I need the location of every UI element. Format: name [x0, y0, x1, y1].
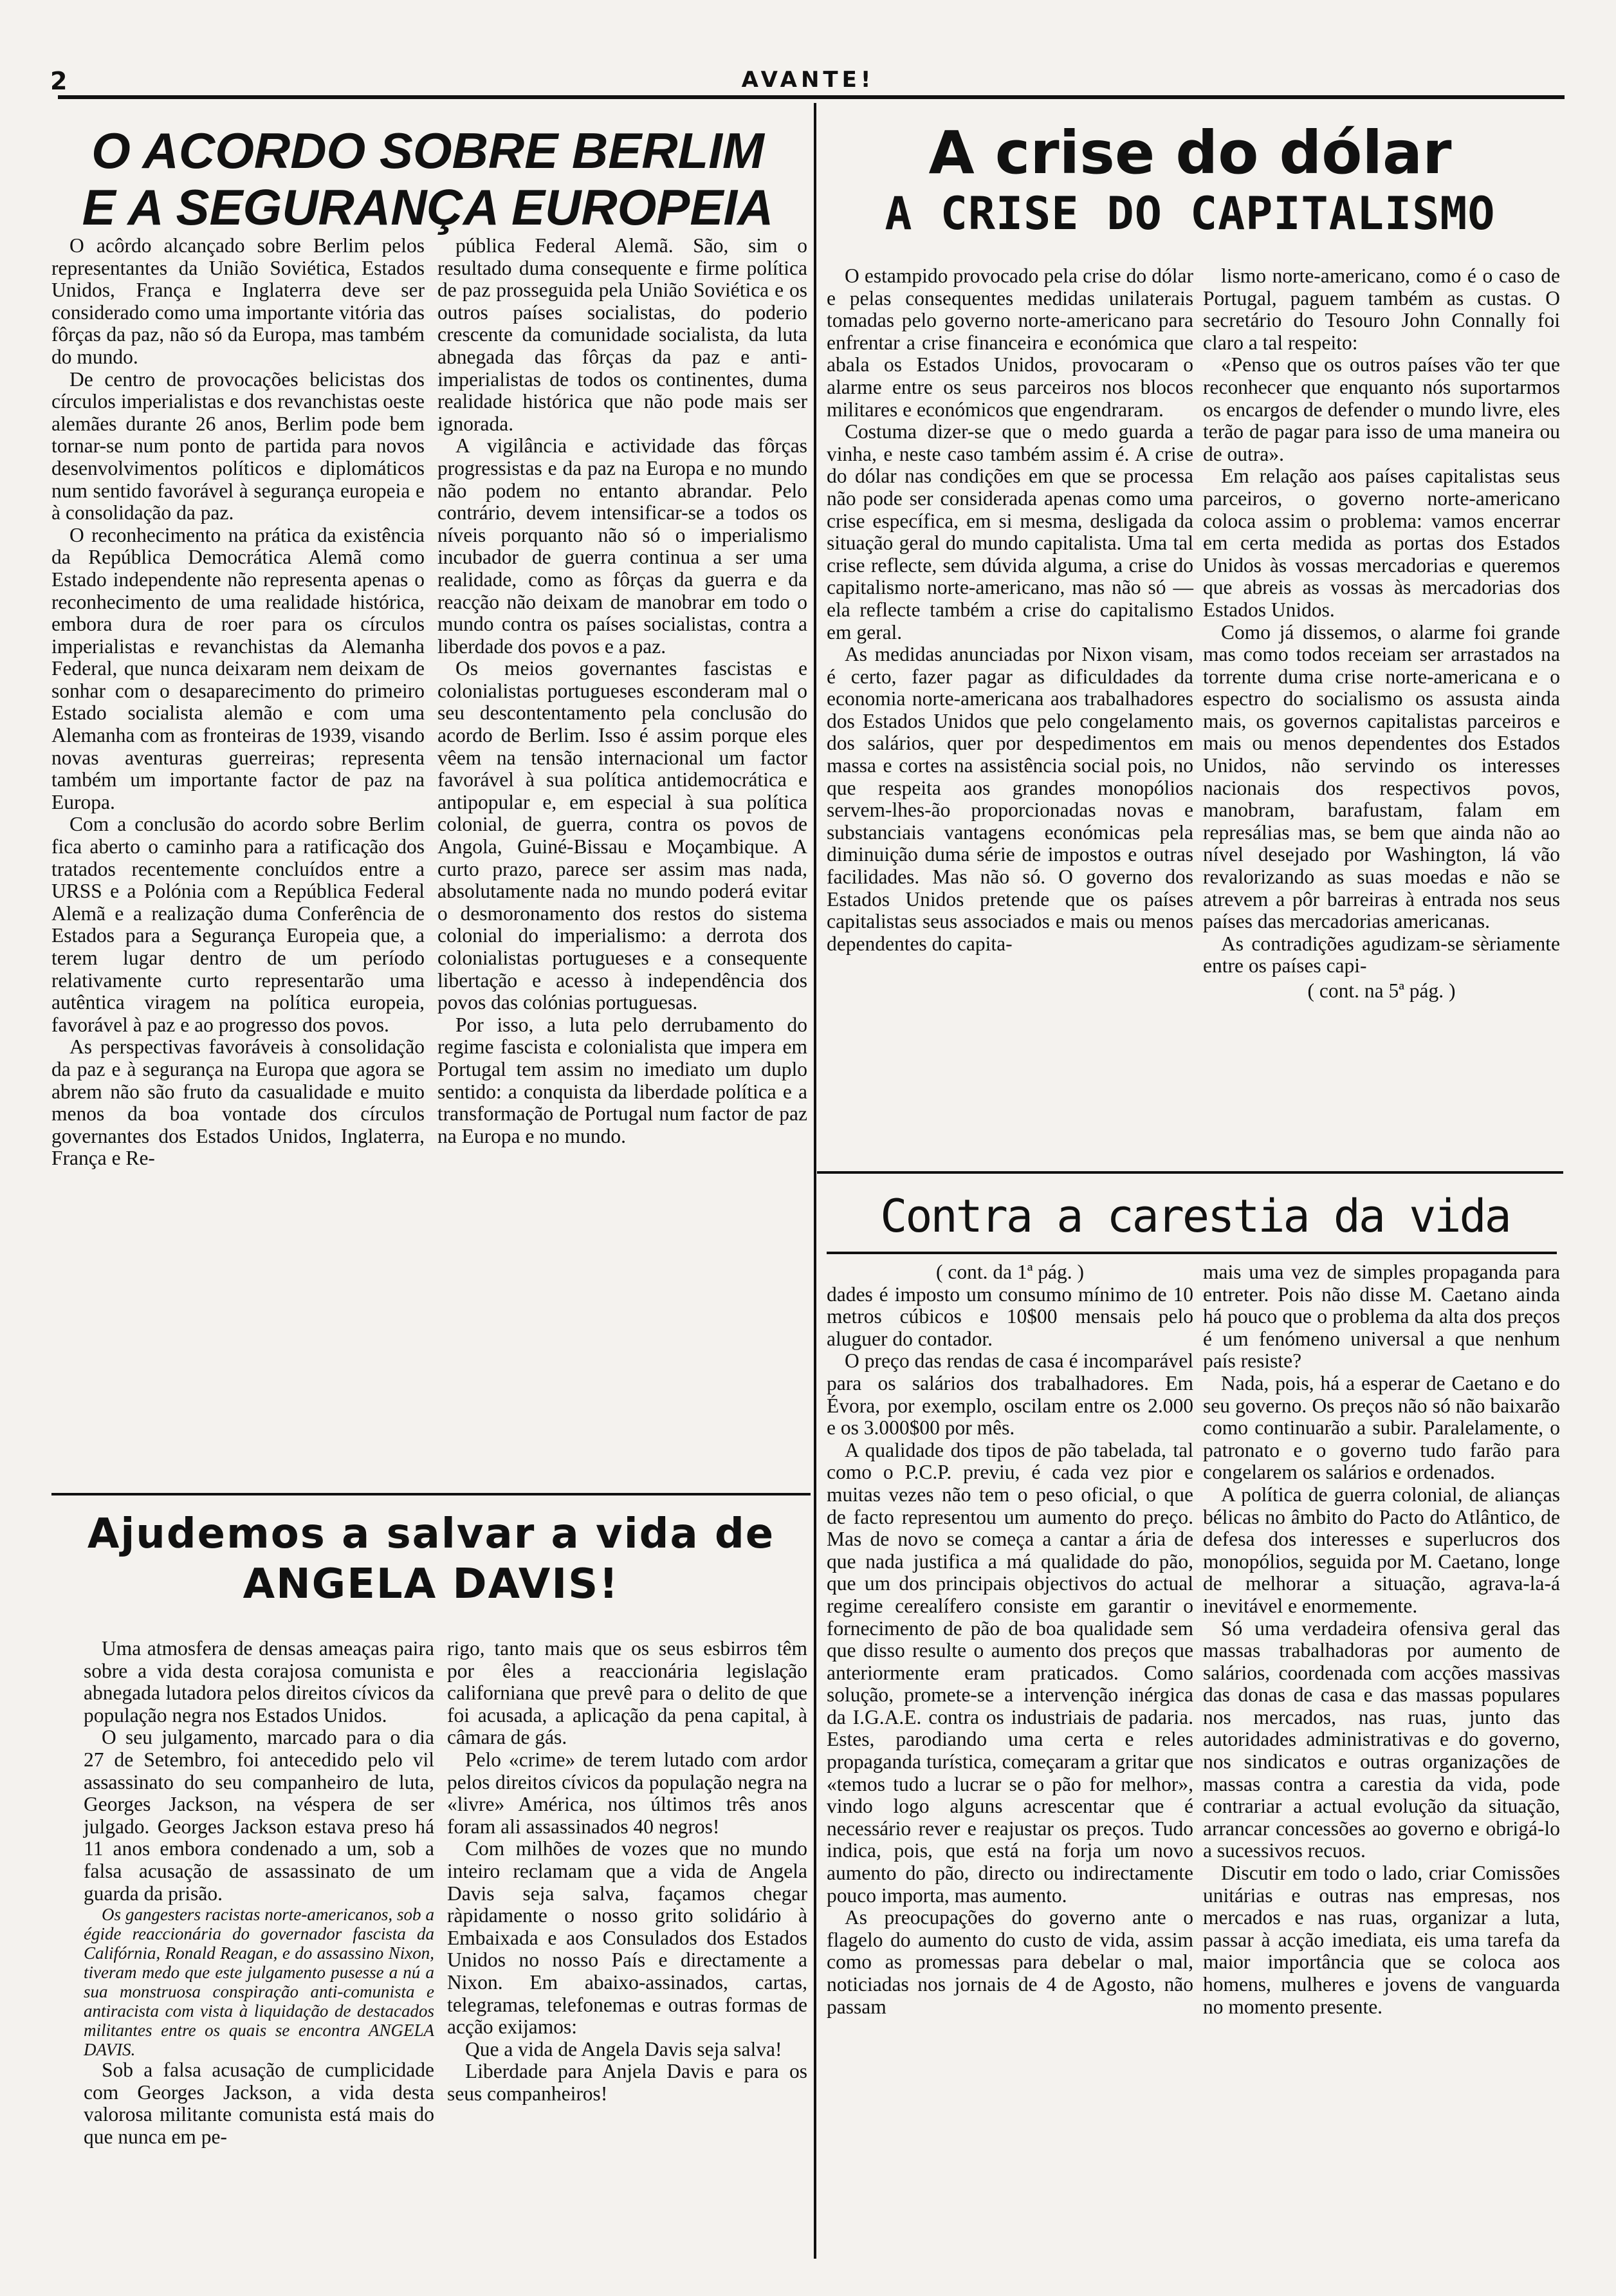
paragraph: Só uma verdadeira ofensiva geral das massas trabalhadoras por aumento de salários, coordenada com acções massivas das donas de casa e das massas populares nos mercados, nas ruas, junto das autoridades administrativas e do governo, nos sindicatos e outras organizações de massas contra a carestia da vida, pode contrariar a actual evolução da situação, arrancar concessões ao governo e obrigá-lo a sucessivos recuos. [1203, 1616, 1560, 1862]
paragraph: O estampido provocado pela crise do dólar e pelas consequentes medidas unilaterais tomadas pelo governo norte-americano para enfrentar a crise financeira e económica que abala os Estados Unidos, provocaram o alarme entre os seus parceiros nos blocos militares e económicos que engendraram. [827, 264, 1193, 421]
paragraph: Por isso, a luta pelo derrubamento do regime fascista e colonialista que impera em Portugal tem assim no imediato um duplo sentido: a conquista da liberdade política e a transformação de Portugal num factor de paz na Europa e no mundo. [437, 1013, 807, 1147]
angela-headline [51, 1509, 811, 1609]
paragraph: O acôrdo alcançado sobre Berlim pelos representantes da União Soviética, Estados Unidos, França e Inglaterra deve ser considerado como uma importante vitória das fôrças da paz, não só da Europa, mas também do mundo. [51, 234, 425, 368]
page-number: 2 [50, 67, 68, 95]
berlim-headline [45, 122, 811, 236]
column-divider-bottom [814, 1596, 816, 2259]
paragraph: As perspectivas favoráveis à consolidação da paz e à segurança na Europa que agora se abrem não são fruto da casualidade e muito menos da boa vontade dos círculos governantes dos Estados Unidos, Inglaterra, França e Re- [51, 1035, 425, 1170]
carestia-headline: Contra a carestia da vida [880, 1190, 1510, 1243]
masthead-title: AVANTE! [741, 67, 875, 93]
paragraph: Nada, pois, há a esperar de Caetano e do seu governo. Os preços não só não baixarão como continuarão a subir. Paralelamente, o patronato e o governo tudo farão para congelarem os salários e ordenados. [1203, 1371, 1560, 1484]
angela-top-rule [51, 1493, 811, 1495]
dolar-headline-line1: A crise do dólar [928, 118, 1452, 187]
angela-column-2 [447, 1638, 807, 2105]
carestia-title-rule [827, 1252, 1557, 1254]
berlim-column-2 [437, 235, 807, 1147]
dolar-headline-line2: A CRISE DO CAPITALISMO [885, 187, 1496, 240]
paragraph: Os meios governantes fascistas e colonialistas portugueses esconderam mal o seu descontentamento pela conclusão do acordo de Berlim. Isso é assim porque eles vêem na tensão internacional um factor favorável à sua política antidemocrática e antipopular e, em especial à sua política colonial, de guerra, contra os povos de Angola, Guiné-Bissau e Moçambique. A curto prazo, parece ser assim mas nada, absolutamente nada no mundo poderá evitar o desmoronamento dos restos do sistema colonial do imperialismo: a derrota dos colonialistas portugueses e a consequente libertação e acesso à independência dos povos das colónias portuguesas. [437, 657, 807, 1014]
paragraph: Discutir em todo o lado, criar Comissões unitárias e outras nas empresas, nos mercados e nas ruas, organizar a luta, passar à acção imediata, eis uma tarefa da maior importância que se coloca aos homens, mulheres e jovens de vanguarda no momento presente. [1203, 1862, 1560, 2018]
paragraph: De centro de provocações belicistas dos círculos imperialistas e dos revanchistas oeste alemães durante 26 anos, Berlim pode bem tornar-se num ponto de partida para novos desenvolvimentos políticos e diplomáticos num sentido favorável à segurança europeia e à consolidação da paz. [51, 367, 425, 524]
paragraph: A política de guerra colonial, de alianças bélicas no âmbito do Pacto do Atlântico, de defesa dos interesses e superlucros dos monopólios, seguida por M. Caetano, longe de melhorar a situação, agrava-la-á inevitável e enormemente. [1203, 1483, 1560, 1617]
angela-title-line2: ANGELA DAVIS! [243, 1560, 620, 1608]
paragraph: O preço das rendas de casa é incomparável para os salários dos trabalhadores. Em Évora, por exemplo, oscilam entre os 2.000 e os 3.000$00 por mês. [827, 1349, 1193, 1440]
paragraph: mais uma vez de simples propaganda para entreter. Pois não disse M. Caetano ainda há pouco que o problema da alta dos preços é um fenómeno universal a que nenhum país resiste? [1203, 1261, 1560, 1373]
paragraph: As contradições agudizam-se sèriamente entre os países capi- [1203, 932, 1560, 977]
berlim-column-1 [51, 235, 425, 1170]
dolar-continuation-note: ( cont. na 5ª pág. ) [1307, 979, 1456, 1002]
paragraph: Liberdade para Anjela Davis e para os seus companheiros! [447, 2060, 807, 2105]
paragraph: Em relação aos países capitalistas seus parceiros, o governo norte-americano coloca assim o problema: vamos encerrar em certa medida as portas dos Estados Unidos às vossas mercadorias e queremos que abreis as vossas às mercadorias dos Estados Unidos. [1203, 465, 1560, 621]
paragraph: O seu julgamento, marcado para o dia 27 de Setembro, foi antecedido pelo vil assassinato do seu companheiro de luta, Georges Jackson, na véspera de ser julgado. Georges Jackson estava preso há 11 anos embora condenado a um, sob a falsa acusação de assassinato de um guarda da prisão. [84, 1726, 434, 1905]
paragraph: Que a vida de Angela Davis seja salva! [465, 2037, 782, 2060]
carestia-continuation-note: ( cont. da 1ª pág. ) [936, 1261, 1084, 1283]
paragraph: lismo norte-americano, como é o caso de Portugal, paguem também as custas. O secretário do Tesouro John Connally foi claro a tal respeito: [1203, 264, 1560, 354]
dolar-column-2 [1203, 265, 1560, 1003]
column-divider-top [814, 103, 816, 1596]
paragraph: Com a conclusão do acordo sobre Berlim fica aberto o caminho para a ratificação dos tratados recentemente concluídos entre a URSS e a Polónia com a República Federal Alemã e a realização duma Conferência de Estados para a Segurança Europeia que, a terem lugar dentro de um período relativamente curto representarão uma autêntica viragem na política europeia, favorável à paz e ao progresso dos povos. [51, 813, 425, 1036]
berlim-title-line1: O ACORDO SOBRE BERLIM [91, 122, 764, 179]
masthead-rule [58, 95, 1565, 99]
dolar-column-1 [827, 265, 1193, 955]
paragraph: A qualidade dos tipos de pão tabelada, tal como o P.C.P. previu, é cada vez pior e muitas vezes não tem o peso oficial, o que de facto representou um aumento do preço. Mas de novo se começa a cantar a ária de que nada justifica a má qualidade do pão, que um dos principais objectivos do actual regime cerealífero consiste em garantir o fornecimento de pão de boa qualidade sem que disso resulte o aumento dos preços que anteriormente eram praticados. Como solução, promete-se a intervenção inérgica da I.G.A.E. contra os industriais de padaria. Estes, parodiando uma certa e reles propaganda turística, começaram a gritar que «temos tudo a lucrar se o pão for melhor», vindo logo alguns acrescentar que é necessário rever e reajustar os preços. Tudo indica, pois, que está na forja um novo aumento do pão, directo ou indirectamente pouco importa, mas aumento. [827, 1438, 1193, 1907]
italic-paragraph: Os gangesters racistas norte-americanos, sob a égide reaccionária do governador fascista da Califórnia, Ronald Reagan, e do assassino Nixon, tiveram medo que este julgamento pusesse a nú a sua monstruosa conspiração anti-comunista e antiracista com vista à liquidação de destacados militantes entre os quais se encontra ANGELA DAVIS. [84, 1905, 434, 2060]
paragraph: A vigilância e actividade das fôrças progressistas e da paz na Europa e no mundo não podem no entanto abrandar. Pelo contrário, devem intensificar-se a todos os níveis porquanto não só o imperialismo incubador de guerra continua a ser uma realidade, como as fôrças da guerra e da reacção não deixam de manobrar em todo o mundo contra os países socialistas, contra a liberdade dos povos e a paz. [437, 434, 807, 658]
paragraph: Costuma dizer-se que o medo guarda a vinha, e neste caso também assim é. A crise do dólar nas condições em que se processa não pode ser considerada apenas como uma crise específica, em si mesma, desligada da situação geral do mundo capitalista. Uma tal crise reflecte, sem dúvida alguma, a crise do capitalismo norte-americano, mas não só — ela reflecte também a crise do capitalismo em geral. [827, 420, 1193, 643]
carestia-column-2 [1203, 1261, 1560, 2018]
paragraph: pública Federal Alemã. São, sim o resultado duma consequente e firme política de paz prosseguida pela União Soviética e os outros países socialistas, do poderio crescente da comunidade socialista, da luta abnegada das fôrças da paz e anti-imperialistas de todos os continentes, duma realidade histórica que não pode mais ser ignorada. [437, 234, 807, 435]
paragraph: Com milhões de vozes que no mundo inteiro reclamam que a vida de Angela Davis seja salva, façamos chegar ràpidamente o nosso grito solidário à Embaixada e aos Consulados dos Estados Unidos no nosso País e directamente a Nixon. Em abaixo-assinados, cartas, telegramas, telefonemas e outras formas de acção exijamos: [447, 1837, 807, 2039]
paragraph: As preocupações do governo ante o flagelo do aumento do custo de vida, assim como as promessas para debelar o mal, noticiadas nos jornais de 4 de Agosto, não passam [827, 1906, 1193, 2018]
angela-title-line1: Ajudemos a salvar a vida de [87, 1510, 775, 1558]
paragraph: dades é imposto um consumo mínimo de 10 metros cúbicos e 10$00 mensais pelo aluguer do contador. [827, 1282, 1193, 1350]
dolar-bottom-rule [817, 1171, 1563, 1174]
carestia-column-1 [827, 1261, 1193, 2018]
angela-column-1 [84, 1638, 434, 2149]
paragraph: Uma atmosfera de densas ameaças paira sobre a vida desta corajosa comunista e abnegada lutadora pelos direitos cívicos da população negra nos Estados Unidos. [84, 1637, 434, 1727]
paragraph: As medidas anunciadas por Nixon visam, é certo, fazer pagar as dificuldades da economia norte-americana aos trabalhadores dos Estados Unidos que pelo congelamento dos salários, quer por despedimentos em massa e cortes na assistência social pois, no que respeita aos grandes monopólios servem-lhes-ão proporcionadas novas e substanciais vantagens económicas pela diminuição duma série de impostos e outras facilidades. Mas não só. O governo dos Estados Unidos pretende que os países capitalistas seus associados e mais ou menos dependentes do capita- [827, 643, 1193, 955]
paragraph: Pelo «crime» de terem lutado com ardor pelos direitos cívicos da população negra na «livre» América, nos últimos três anos foram ali assassinados 40 negros! [447, 1748, 807, 1838]
paragraph: «Penso que os outros países vão ter que reconhecer que enquanto nós suportarmos os encargos de defender o mundo livre, eles terão de pagar para isso de uma maneira ou de outra». [1203, 353, 1560, 465]
paragraph: O reconhecimento na prática da existência da República Democrática Alemã como Estado independente não representa apenas o reconhecimento de uma realidade histórica, embora dura de roer para os círculos imperialistas e revanchistas da Alemanha Federal, que nunca deixaram nem deixam de sonhar com o desaparecimento do primeiro Estado socialista alemão e com uma Alemanha com as fronteiras de 1939, visando novas aventuras guerreiras; representa também um importante factor de paz na Europa. [51, 523, 425, 813]
paragraph: Como já dissemos, o alarme foi grande mas como todos receiam ser arrastados na torrente duma crise norte-americana e o espectro do socialismo os assusta ainda mais, os governos capitalistas parceiros e mais ou menos dependentes dos Estados Unidos, não servindo os interesses nacionais dos respectivos povos, manobram, barafustam, falam em represálias mas, se bem que ainda não ao nível desejado por Washington, lá vão revalorizando as suas moedas e não se atrevem a pôr barreiras à entrada nos seus países das mercadorias americanas. [1203, 620, 1560, 933]
paragraph: Sob a falsa acusação de cumplicidade com Georges Jackson, a vida desta valorosa militante comunista está mais do que nunca em pe- [84, 2059, 434, 2148]
berlim-title-line2: E A SEGURANÇA EUROPEIA [82, 179, 774, 236]
paragraph: rigo, tanto mais que os seus esbirros têm por êles a reaccionária legislação californiana que prevê para o delito de que foi acusada, a aplicação da pena capital, à câmara de gás. [447, 1637, 807, 1749]
